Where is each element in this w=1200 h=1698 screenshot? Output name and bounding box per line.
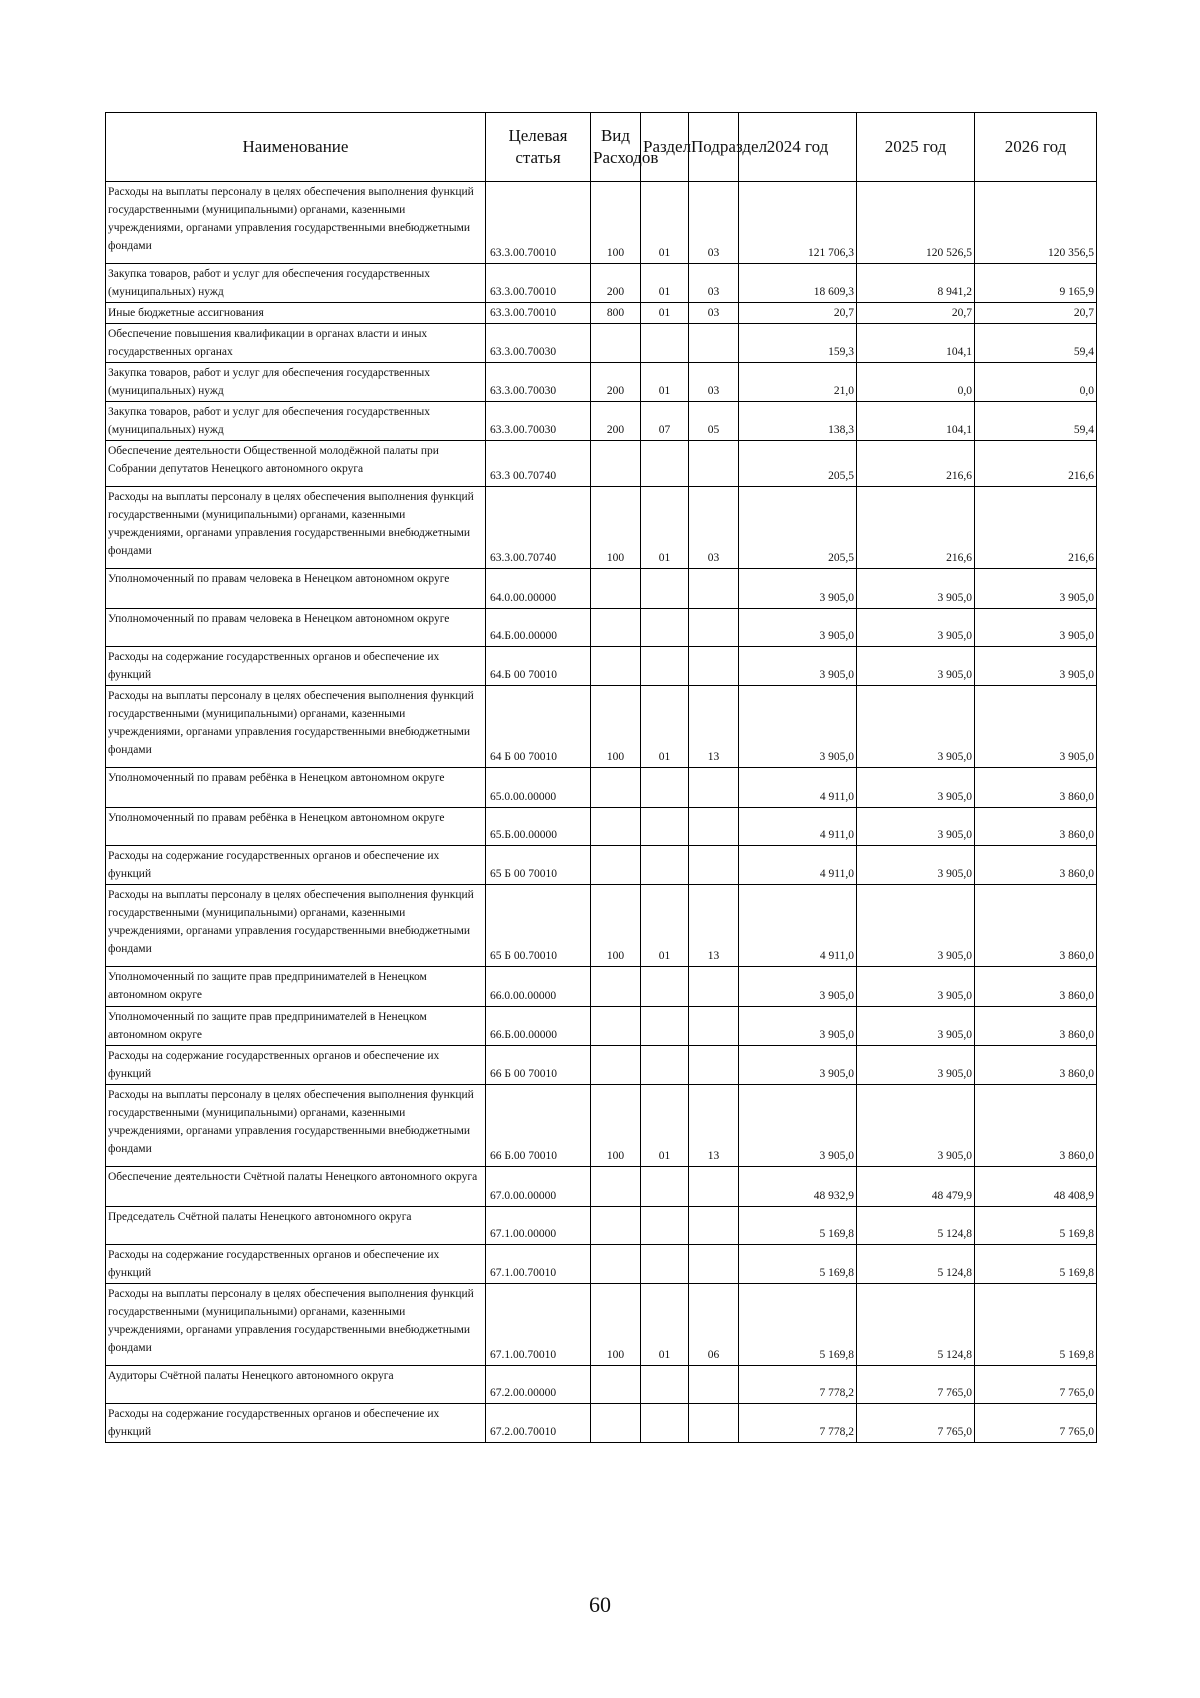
cell-section: 01 [641, 885, 689, 967]
cell-type [591, 967, 641, 1007]
cell-2024: 4 911,0 [739, 808, 857, 846]
cell-target: 63.3.00.70010 [486, 182, 591, 264]
cell-section [641, 609, 689, 647]
cell-2025: 104,1 [857, 402, 975, 441]
cell-2024: 3 905,0 [739, 609, 857, 647]
cell-2024: 7 778,2 [739, 1366, 857, 1404]
cell-subsection: 03 [689, 264, 739, 303]
cell-section: 01 [641, 1284, 689, 1366]
table-row [106, 1167, 1097, 1207]
cell-section: 01 [641, 264, 689, 303]
table-row [106, 1284, 1097, 1366]
cell-target: 65.Б.00.00000 [486, 808, 591, 846]
cell-type [591, 768, 641, 808]
cell-section [641, 768, 689, 808]
cell-2026: 5 169,8 [975, 1245, 1097, 1284]
cell-2026: 59,4 [975, 402, 1097, 441]
table-row [106, 402, 1097, 441]
cell-name: Обеспечение деятельности Счётной палаты Ненецкого автономного округа [106, 1167, 486, 1207]
cell-2025: 120 526,5 [857, 182, 975, 264]
cell-2026: 0,0 [975, 363, 1097, 402]
cell-subsection [689, 441, 739, 487]
cell-subsection [689, 1046, 739, 1085]
cell-2026: 3 860,0 [975, 846, 1097, 885]
cell-section: 01 [641, 1085, 689, 1167]
table-row [106, 885, 1097, 967]
table-row [106, 1366, 1097, 1404]
cell-target: 65 Б 00.70010 [486, 885, 591, 967]
cell-2024: 205,5 [739, 441, 857, 487]
table-row [106, 1007, 1097, 1046]
cell-section [641, 1366, 689, 1404]
cell-2026: 5 169,8 [975, 1207, 1097, 1245]
cell-type [591, 1207, 641, 1245]
cell-type: 100 [591, 885, 641, 967]
cell-2025: 216,6 [857, 441, 975, 487]
cell-2026: 3 860,0 [975, 1046, 1097, 1085]
cell-subsection: 13 [689, 1085, 739, 1167]
cell-2025: 3 905,0 [857, 569, 975, 609]
cell-2026: 59,4 [975, 324, 1097, 363]
cell-2024: 3 905,0 [739, 967, 857, 1007]
cell-subsection: 05 [689, 402, 739, 441]
cell-subsection [689, 1207, 739, 1245]
cell-type: 100 [591, 1284, 641, 1366]
cell-type: 100 [591, 487, 641, 569]
header-subsection: Подраздел [689, 113, 739, 182]
cell-type [591, 1245, 641, 1284]
cell-2026: 216,6 [975, 441, 1097, 487]
header-name: Наименование [106, 113, 486, 182]
cell-type: 200 [591, 363, 641, 402]
cell-type [591, 569, 641, 609]
cell-name: Закупка товаров, работ и услуг для обеспечения государственных (муниципальных) нужд [106, 363, 486, 402]
table-row [106, 182, 1097, 264]
cell-name: Уполномоченный по правам ребёнка в Ненецком автономном округе [106, 808, 486, 846]
cell-target: 64 Б 00 70010 [486, 686, 591, 768]
cell-2024: 3 905,0 [739, 1046, 857, 1085]
cell-2026: 48 408,9 [975, 1167, 1097, 1207]
table-row [106, 808, 1097, 846]
cell-2024: 18 609,3 [739, 264, 857, 303]
cell-subsection: 03 [689, 182, 739, 264]
cell-2026: 3 860,0 [975, 808, 1097, 846]
cell-section [641, 324, 689, 363]
cell-name: Аудиторы Счётной палаты Ненецкого автономного округа [106, 1366, 486, 1404]
cell-2024: 21,0 [739, 363, 857, 402]
cell-2025: 3 905,0 [857, 885, 975, 967]
table-row [106, 1245, 1097, 1284]
table-row [106, 569, 1097, 609]
cell-target: 63.3 00.70740 [486, 441, 591, 487]
cell-target: 66 Б 00 70010 [486, 1046, 591, 1085]
table-row [106, 1404, 1097, 1443]
table-row [106, 846, 1097, 885]
cell-subsection: 03 [689, 363, 739, 402]
cell-type [591, 808, 641, 846]
cell-section: 01 [641, 182, 689, 264]
cell-2025: 3 905,0 [857, 846, 975, 885]
cell-2024: 3 905,0 [739, 1085, 857, 1167]
cell-section: 07 [641, 402, 689, 441]
table-row [106, 967, 1097, 1007]
cell-2025: 3 905,0 [857, 768, 975, 808]
cell-target: 67.2.00.00000 [486, 1366, 591, 1404]
cell-2025: 216,6 [857, 487, 975, 569]
cell-2026: 3 905,0 [975, 686, 1097, 768]
cell-section [641, 1207, 689, 1245]
cell-section [641, 1007, 689, 1046]
cell-2025: 3 905,0 [857, 686, 975, 768]
cell-subsection: 03 [689, 303, 739, 324]
cell-2026: 7 765,0 [975, 1366, 1097, 1404]
cell-2024: 4 911,0 [739, 846, 857, 885]
cell-section: 01 [641, 487, 689, 569]
cell-target: 64.Б.00.00000 [486, 609, 591, 647]
cell-subsection [689, 569, 739, 609]
cell-section [641, 808, 689, 846]
cell-2026: 216,6 [975, 487, 1097, 569]
cell-target: 67.1.00.00000 [486, 1207, 591, 1245]
table-row [106, 487, 1097, 569]
cell-2025: 0,0 [857, 363, 975, 402]
cell-name: Закупка товаров, работ и услуг для обеспечения государственных (муниципальных) нужд [106, 264, 486, 303]
cell-2024: 159,3 [739, 324, 857, 363]
cell-2026: 3 905,0 [975, 609, 1097, 647]
cell-2026: 7 765,0 [975, 1404, 1097, 1443]
cell-2024: 20,7 [739, 303, 857, 324]
cell-type [591, 1366, 641, 1404]
table-row [106, 264, 1097, 303]
header-2026: 2026 год [975, 113, 1097, 182]
cell-2025: 7 765,0 [857, 1404, 975, 1443]
table-row [106, 1085, 1097, 1167]
cell-subsection [689, 1167, 739, 1207]
cell-subsection [689, 1007, 739, 1046]
cell-2025: 104,1 [857, 324, 975, 363]
table-row [106, 1046, 1097, 1085]
cell-name: Уполномоченный по защите прав предпринимателей в Ненецком автономном округе [106, 967, 486, 1007]
cell-2024: 3 905,0 [739, 686, 857, 768]
cell-2025: 3 905,0 [857, 647, 975, 686]
cell-target: 63.3.00.70030 [486, 402, 591, 441]
cell-target: 66.Б.00.00000 [486, 1007, 591, 1046]
cell-name: Иные бюджетные ассигнования [106, 303, 486, 324]
cell-name: Расходы на выплаты персоналу в целях обеспечения выполнения функций государственными (муниципальными) органами, казенными учреждениями, органами управления государственными внебюджетными фондами [106, 487, 486, 569]
table-body [106, 182, 1097, 1443]
cell-target: 67.0.00.00000 [486, 1167, 591, 1207]
cell-section [641, 967, 689, 1007]
cell-subsection: 13 [689, 885, 739, 967]
budget-table [105, 112, 1097, 1443]
cell-2025: 3 905,0 [857, 1085, 975, 1167]
cell-name: Расходы на содержание государственных органов и обеспечение их функций [106, 846, 486, 885]
cell-type: 800 [591, 303, 641, 324]
cell-2026: 3 905,0 [975, 569, 1097, 609]
table-row [106, 1207, 1097, 1245]
cell-section: 01 [641, 363, 689, 402]
cell-name: Расходы на содержание государственных органов и обеспечение их функций [106, 1046, 486, 1085]
cell-2025: 3 905,0 [857, 1007, 975, 1046]
cell-type [591, 1404, 641, 1443]
cell-2025: 5 124,8 [857, 1284, 975, 1366]
cell-2026: 3 905,0 [975, 647, 1097, 686]
cell-type: 200 [591, 264, 641, 303]
table-row [106, 441, 1097, 487]
cell-section [641, 441, 689, 487]
cell-target: 66 Б.00 70010 [486, 1085, 591, 1167]
cell-subsection [689, 324, 739, 363]
cell-name: Расходы на содержание государственных органов и обеспечение их функций [106, 1404, 486, 1443]
cell-section [641, 569, 689, 609]
table-row [106, 363, 1097, 402]
cell-2025: 8 941,2 [857, 264, 975, 303]
cell-2024: 205,5 [739, 487, 857, 569]
cell-subsection [689, 1404, 739, 1443]
table-row [106, 647, 1097, 686]
cell-name: Расходы на содержание государственных органов и обеспечение их функций [106, 1245, 486, 1284]
cell-2024: 121 706,3 [739, 182, 857, 264]
cell-target: 63.3.00.70030 [486, 324, 591, 363]
table-row [106, 768, 1097, 808]
cell-2026: 3 860,0 [975, 967, 1097, 1007]
table-header-row [106, 113, 1097, 182]
header-section: Раздел [641, 113, 689, 182]
cell-2026: 20,7 [975, 303, 1097, 324]
cell-2024: 4 911,0 [739, 885, 857, 967]
cell-name: Расходы на выплаты персоналу в целях обеспечения выполнения функций государственными (муниципальными) органами, казенными учреждениями, органами управления государственными внебюджетными фондами [106, 1085, 486, 1167]
header-type: Вид Расходов [591, 113, 641, 182]
cell-name: Уполномоченный по правам человека в Ненецком автономном округе [106, 609, 486, 647]
table-row [106, 324, 1097, 363]
cell-type [591, 441, 641, 487]
cell-subsection [689, 647, 739, 686]
cell-2026: 3 860,0 [975, 1085, 1097, 1167]
cell-type [591, 609, 641, 647]
cell-2024: 5 169,8 [739, 1284, 857, 1366]
header-target: Целевая статья [486, 113, 591, 182]
cell-target: 63.3.00.70010 [486, 303, 591, 324]
cell-name: Расходы на выплаты персоналу в целях обеспечения выполнения функций государственными (муниципальными) органами, казенными учреждениями, органами управления государственными внебюджетными фондами [106, 1284, 486, 1366]
cell-section [641, 1046, 689, 1085]
cell-type: 100 [591, 686, 641, 768]
cell-2025: 3 905,0 [857, 808, 975, 846]
cell-type [591, 647, 641, 686]
cell-2024: 138,3 [739, 402, 857, 441]
cell-subsection [689, 967, 739, 1007]
cell-target: 67.1.00.70010 [486, 1284, 591, 1366]
cell-section [641, 846, 689, 885]
cell-target: 64.0.00.00000 [486, 569, 591, 609]
cell-2026: 3 860,0 [975, 885, 1097, 967]
header-2024: 2024 год [739, 113, 857, 182]
cell-target: 64.Б 00 70010 [486, 647, 591, 686]
table-row [106, 609, 1097, 647]
cell-name: Обеспечение повышения квалификации в органах власти и иных государственных органах [106, 324, 486, 363]
table-row [106, 686, 1097, 768]
cell-subsection: 13 [689, 686, 739, 768]
cell-section [641, 647, 689, 686]
cell-target: 63.3.00.70740 [486, 487, 591, 569]
cell-type [591, 1046, 641, 1085]
cell-section: 01 [641, 303, 689, 324]
cell-target: 67.2.00.70010 [486, 1404, 591, 1443]
cell-2025: 3 905,0 [857, 1046, 975, 1085]
cell-target: 63.3.00.70010 [486, 264, 591, 303]
cell-type [591, 324, 641, 363]
cell-2025: 5 124,8 [857, 1207, 975, 1245]
cell-type: 200 [591, 402, 641, 441]
cell-2026: 9 165,9 [975, 264, 1097, 303]
cell-name: Расходы на выплаты персоналу в целях обеспечения выполнения функций государственными (муниципальными) органами, казенными учреждениями, органами управления государственными внебюджетными фондами [106, 885, 486, 967]
header-2025: 2025 год [857, 113, 975, 182]
cell-subsection: 06 [689, 1284, 739, 1366]
cell-type [591, 846, 641, 885]
cell-2026: 120 356,5 [975, 182, 1097, 264]
cell-subsection: 03 [689, 487, 739, 569]
cell-2024: 7 778,2 [739, 1404, 857, 1443]
cell-subsection [689, 1245, 739, 1284]
cell-type: 100 [591, 1085, 641, 1167]
cell-2026: 5 169,8 [975, 1284, 1097, 1366]
cell-2024: 3 905,0 [739, 1007, 857, 1046]
cell-name: Обеспечение деятельности Общественной молодёжной палаты при Собрании депутатов Ненецкого автономного округа [106, 441, 486, 487]
cell-target: 66.0.00.00000 [486, 967, 591, 1007]
page-number: 60 [589, 1592, 611, 1617]
cell-2025: 5 124,8 [857, 1245, 975, 1284]
cell-name: Расходы на выплаты персоналу в целях обеспечения выполнения функций государственными (муниципальными) органами, казенными учреждениями, органами управления государственными внебюджетными фондами [106, 182, 486, 264]
cell-subsection [689, 846, 739, 885]
cell-target: 65.0.00.00000 [486, 768, 591, 808]
cell-subsection [689, 768, 739, 808]
cell-type [591, 1007, 641, 1046]
cell-2026: 3 860,0 [975, 768, 1097, 808]
cell-name: Расходы на выплаты персоналу в целях обеспечения выполнения функций государственными (муниципальными) органами, казенными учреждениями, органами управления государственными внебюджетными фондами [106, 686, 486, 768]
cell-type: 100 [591, 182, 641, 264]
cell-name: Закупка товаров, работ и услуг для обеспечения государственных (муниципальных) нужд [106, 402, 486, 441]
cell-name: Уполномоченный по правам ребёнка в Ненецком автономном округе [106, 768, 486, 808]
cell-2024: 5 169,8 [739, 1207, 857, 1245]
cell-2024: 48 932,9 [739, 1167, 857, 1207]
cell-2024: 3 905,0 [739, 569, 857, 609]
cell-name: Уполномоченный по правам человека в Ненецком автономном округе [106, 569, 486, 609]
cell-2025: 20,7 [857, 303, 975, 324]
cell-name: Уполномоченный по защите прав предпринимателей в Ненецком автономном округе [106, 1007, 486, 1046]
cell-2025: 3 905,0 [857, 609, 975, 647]
cell-subsection [689, 808, 739, 846]
cell-section [641, 1167, 689, 1207]
cell-section: 01 [641, 686, 689, 768]
cell-target: 65 Б 00 70010 [486, 846, 591, 885]
cell-target: 63.3.00.70030 [486, 363, 591, 402]
cell-section [641, 1245, 689, 1284]
cell-target: 67.1.00.70010 [486, 1245, 591, 1284]
cell-subsection [689, 609, 739, 647]
cell-2025: 48 479,9 [857, 1167, 975, 1207]
cell-type [591, 1167, 641, 1207]
cell-section [641, 1404, 689, 1443]
cell-2026: 3 860,0 [975, 1007, 1097, 1046]
cell-subsection [689, 1366, 739, 1404]
cell-name: Расходы на содержание государственных органов и обеспечение их функций [106, 647, 486, 686]
cell-2024: 4 911,0 [739, 768, 857, 808]
cell-2025: 7 765,0 [857, 1366, 975, 1404]
cell-2024: 3 905,0 [739, 647, 857, 686]
cell-2025: 3 905,0 [857, 967, 975, 1007]
cell-2024: 5 169,8 [739, 1245, 857, 1284]
cell-name: Председатель Счётной палаты Ненецкого автономного округа [106, 1207, 486, 1245]
table-row [106, 303, 1097, 324]
